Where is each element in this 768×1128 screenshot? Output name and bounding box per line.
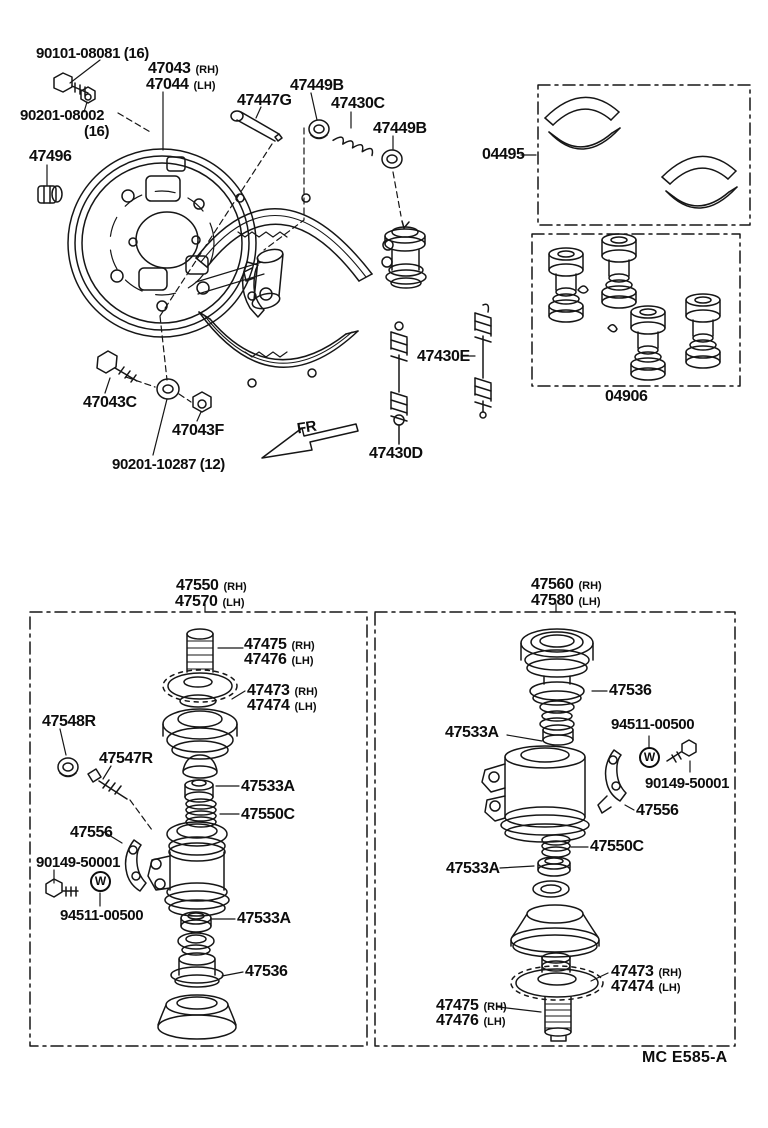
hub-nut <box>81 87 95 103</box>
adjuster-wheel-left <box>163 670 237 707</box>
part-label-47533A-1-left: 47533A <box>241 778 295 795</box>
catalog-figure-code: MC E585-A <box>642 1049 728 1066</box>
part-label-90201-08002: 90201-08002 <box>20 107 105 124</box>
part-number: 47473 <box>611 963 654 980</box>
part-label-47550C-right: 47550C <box>590 838 644 855</box>
part-label-47556-left: 47556 <box>70 824 113 841</box>
part-number: 47475 <box>436 997 479 1014</box>
part-label-47533A-2-right: 47533A <box>446 860 500 877</box>
lever-left <box>126 840 146 891</box>
wheel-cylinder <box>382 221 426 288</box>
boot-left <box>171 953 223 987</box>
part-label-47449B-b: 47449B <box>373 120 427 137</box>
part-label-04906: 04906 <box>605 388 648 405</box>
backing-plate <box>68 149 256 337</box>
side-code: (LH) <box>294 701 317 713</box>
compression-spring <box>333 127 375 165</box>
brake-shoe-lower <box>199 312 358 387</box>
side-code: (RH) <box>658 967 682 979</box>
ring-right <box>533 881 569 897</box>
bleeder-screw-left <box>88 769 127 799</box>
part-label-47449B-a: 47449B <box>290 77 344 94</box>
cylinder-repair-kit <box>549 234 720 380</box>
side-code: (RH) <box>483 1001 507 1013</box>
dome-right <box>511 905 599 957</box>
part-label-90149-50001-left: 90149-50001 <box>36 854 121 871</box>
plate-washer <box>157 379 179 399</box>
part-label-47043C: 47043C <box>83 394 137 411</box>
side-code: (RH) <box>223 581 247 593</box>
part-label-47533A-2-left: 47533A <box>237 910 291 927</box>
side-code: (LH) <box>193 80 216 92</box>
part-label-47496: 47496 <box>29 148 72 165</box>
part-number: 47043 <box>148 60 191 77</box>
base-cap-left <box>158 995 236 1039</box>
bearing-washer-left <box>163 709 237 759</box>
part-label-47536-right: 47536 <box>609 682 652 699</box>
part-label-47447G: 47447G <box>237 92 292 109</box>
part-label-47476-lh-left <box>244 652 314 668</box>
plug-left <box>58 758 78 777</box>
part-label-47476-lh-right <box>436 1013 506 1029</box>
part-label-47536-left: 47536 <box>245 963 288 980</box>
washer-mark-icon-right: W <box>639 747 660 768</box>
side-code: (RH) <box>294 686 318 698</box>
shoe-lining-kit <box>545 97 737 208</box>
lever-right <box>598 750 626 813</box>
part-label-47430D: 47430D <box>369 445 423 462</box>
part-label-47533A-1-right: 47533A <box>445 724 499 741</box>
part-label-47430E: 47430E <box>417 348 470 365</box>
cylinder-body-right <box>482 746 589 842</box>
part-label-90101-08081: 90101-08081 (16) <box>36 45 149 62</box>
part-number: 47473 <box>247 682 290 699</box>
return-spring-e <box>475 304 491 418</box>
boot-rings-left <box>178 933 214 955</box>
part-number: 47474 <box>611 978 654 995</box>
bolt-left <box>46 879 78 897</box>
part-number: 47560 <box>531 576 574 593</box>
adjusting-screw-left <box>187 629 213 672</box>
part-number: 47570 <box>175 593 218 610</box>
bolt-right <box>667 740 696 762</box>
leader-lines <box>47 60 690 1012</box>
part-label-47474-lh-left <box>247 698 317 714</box>
part-label-47547R: 47547R <box>99 750 153 767</box>
piston-spring-right <box>542 835 570 857</box>
part-label-47570-lh <box>175 594 245 610</box>
side-code: (RH) <box>578 580 602 592</box>
return-spring-d <box>391 322 407 444</box>
side-code: (LH) <box>483 1016 506 1028</box>
part-label-47474-lh-right <box>611 979 681 995</box>
side-code: (LH) <box>658 982 681 994</box>
hub-bolt <box>54 73 88 96</box>
washer-mark-icon-left: W <box>90 871 111 892</box>
part-label-47560-rh <box>531 577 602 593</box>
side-code: (LH) <box>578 596 601 608</box>
part-label-47556-right: 47556 <box>636 802 679 819</box>
spring-seat-b <box>382 150 402 168</box>
side-code: (LH) <box>222 597 245 609</box>
part-label-90201-10287: 90201-10287 (12) <box>112 456 225 473</box>
side-code: (LH) <box>291 655 314 667</box>
anchor-bolt <box>97 351 137 382</box>
adjusting-screw-right <box>545 997 571 1041</box>
side-code: (RH) <box>291 640 315 652</box>
part-label-90201-08002-qty: (16) <box>84 123 110 140</box>
part-label-94511-00500-right: 94511-00500 <box>611 716 695 733</box>
part-label-47430C: 47430C <box>331 95 385 112</box>
part-label-90149-50001-right: 90149-50001 <box>645 775 730 792</box>
cup-lower-right <box>538 857 570 876</box>
grommet <box>38 186 62 203</box>
kit-box-04495 <box>538 85 750 225</box>
part-label-47043F: 47043F <box>172 422 224 439</box>
top-cap-right <box>521 629 593 684</box>
cylinder-body-left <box>148 822 229 916</box>
part-label-47548R: 47548R <box>42 713 96 730</box>
part-label-47550C-left: 47550C <box>241 806 295 823</box>
part-label-47044-lh <box>146 77 216 93</box>
brake-shoe-upper <box>196 194 372 281</box>
part-label-94511-00500-left: 94511-00500 <box>60 907 144 924</box>
side-code: (RH) <box>195 64 219 76</box>
part-label-47580-lh <box>531 593 601 609</box>
part-number: 47044 <box>146 76 189 93</box>
spring-seat-a <box>309 120 329 139</box>
part-label-04495: 04495 <box>482 146 525 163</box>
part-label-47550-rh <box>176 578 247 594</box>
part-number: 47550 <box>176 577 219 594</box>
fr-arrow-label: FR <box>295 417 318 438</box>
anchor-nut <box>193 392 211 412</box>
part-label-47043-rh <box>148 61 219 77</box>
part-number: 47476 <box>436 1012 479 1029</box>
part-number: 47474 <box>247 697 290 714</box>
shoe-adjuster <box>244 247 284 311</box>
part-number: 47580 <box>531 592 574 609</box>
part-number: 47476 <box>244 651 287 668</box>
part-number: 47475 <box>244 636 287 653</box>
